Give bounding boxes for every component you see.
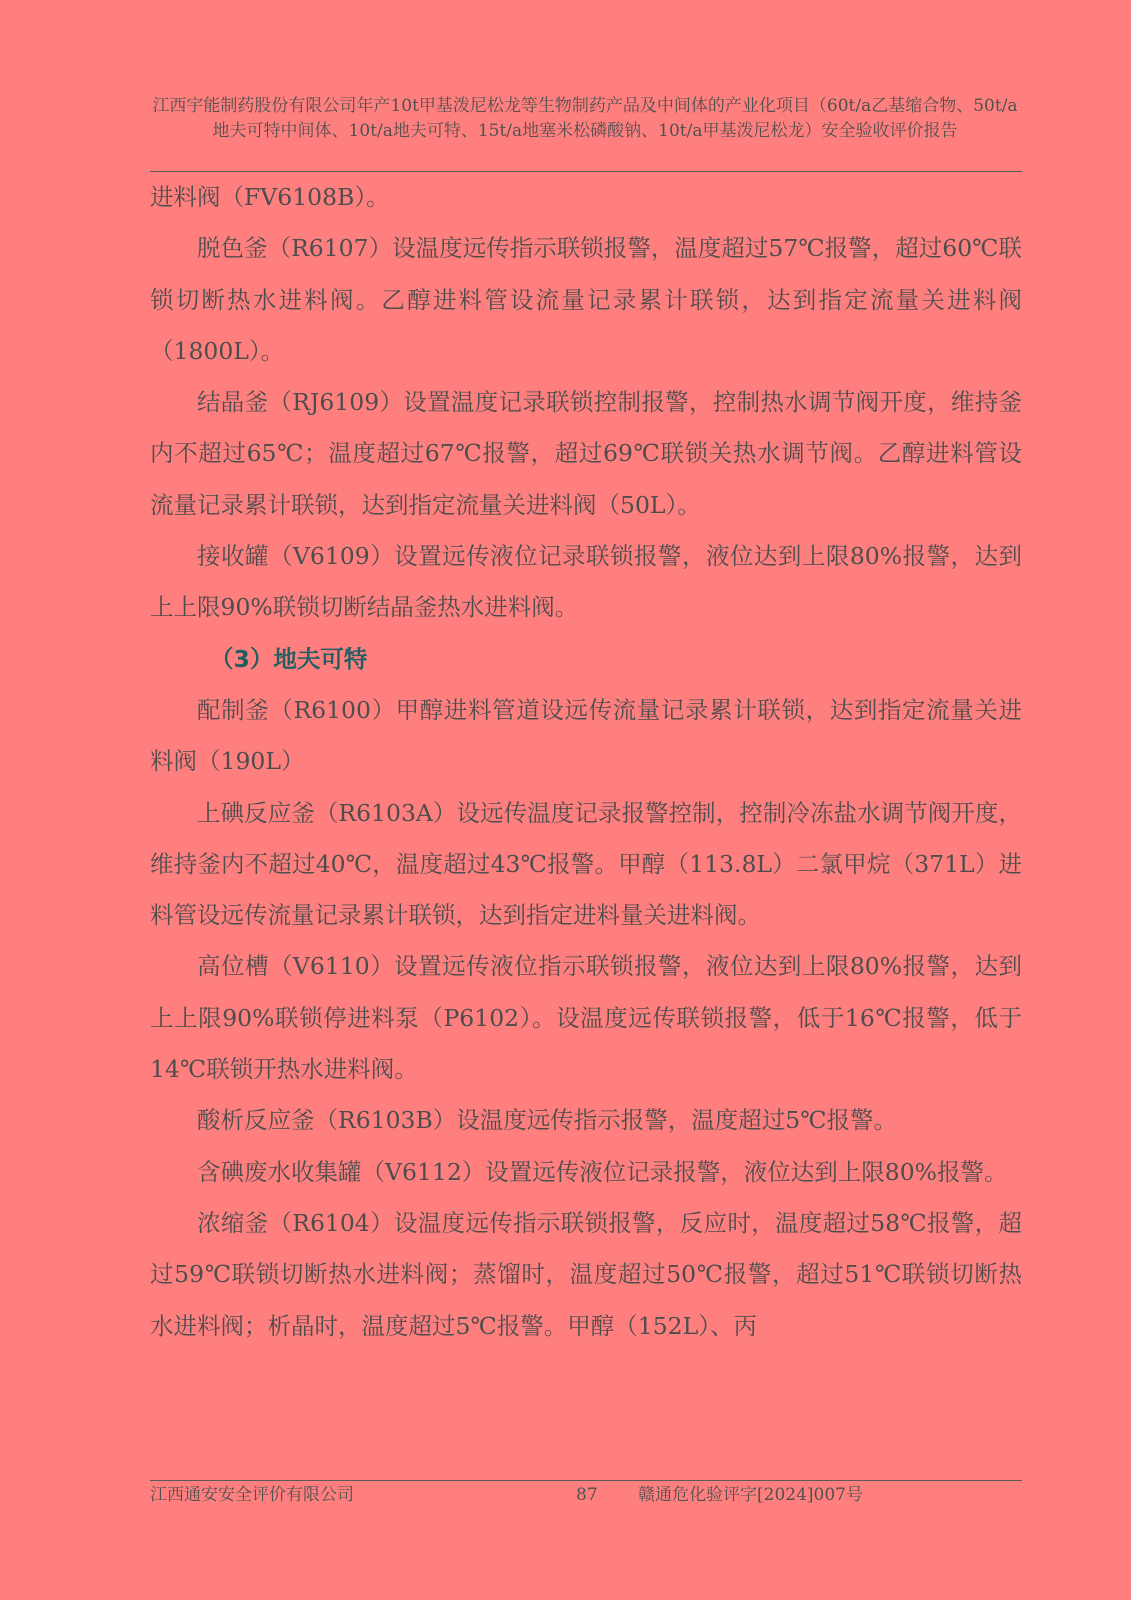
paragraph-receiving-tank: 接收罐（V6109）设置远传液位记录联锁报警，液位达到上限80%报警，达到上上限90%联锁切断结晶釜热水进料阀。 xyxy=(150,542,1022,622)
document-number: 赣通危化验评字[2024]007号 xyxy=(638,1485,863,1505)
footer-company: 江西通安安全评价有限公司 xyxy=(150,1485,354,1505)
page-header xyxy=(150,94,1020,144)
footer-divider xyxy=(150,1480,1022,1481)
page-number: 87 xyxy=(576,1485,598,1505)
paragraph-decolor-kettle: 脱色釜（R6107）设温度远传指示联锁报警，温度超过57℃报警，超过60℃联锁切断热水进料阀。乙醇进料管设流量记录累计联锁，达到指定流量关进料阀（1800L）。 xyxy=(150,234,1022,365)
paragraph-preparation-kettle: 配制釜（R6100）甲醇进料管道设远传流量记录累计联锁，达到指定流量关进料阀（190L） xyxy=(150,695,1022,776)
body-text xyxy=(150,172,1022,1352)
paragraph-continuation: 进料阀（FV6108B）。 xyxy=(150,183,390,211)
paragraph-acid-kettle: 酸析反应釜（R6103B）设温度远传指示报警，温度超过5℃报警。 xyxy=(197,1106,898,1135)
paragraph-iodination-kettle: 上碘反应釜（R6103A）设远传温度记录报警控制，控制冷冻盐水调节阀开度，维持釜内不超过40℃，温度超过43℃报警。甲醇（113.8L）二氯甲烷（371L）进料管设远传流量记录累计联锁，达到指定进料量关进料阀。 xyxy=(150,798,1022,930)
paragraph-concentration-kettle: 浓缩釜（R6104）设温度远传指示联锁报警，反应时，温度超过58℃报警，超过59℃联锁切断热水进料阀；蒸馏时，温度超过50℃报警，超过51℃联锁切断热水进料阀；析晶时，温度超过5℃报警。甲醇（152L）、丙 xyxy=(150,1208,1022,1340)
header-title: 江西宇能制药股份有限公司年产10t甲基泼尼松龙等生物制药产品及中间体的产业化项目（60t/a乙基缩合物、50t/a地夫可特中间体、10t/a地夫可特、15t/a地塞米松磷酸钠、10t/a甲基泼尼松龙）安全验收评价报告 xyxy=(152,96,1018,141)
paragraph-crystallization-kettle: 结晶釜（RJ6109）设置温度记录联锁控制报警，控制热水调节阀开度，维持釜内不超过65℃；温度超过67℃报警，超过69℃联锁关热水调节阀。乙醇进料管设流量记录累计联锁，达到指定流量关进料阀（50L）。 xyxy=(150,388,1022,519)
section-heading: （3）地夫可特 xyxy=(210,644,368,673)
paragraph-head-tank: 高位槽（V6110）设置远传液位指示联锁报警，液位达到上限80%报警，达到上上限90%联锁停进料泵（P6102）。设温度远传联锁报警，低于16℃报警，低于14℃联锁开热水进料阀。 xyxy=(150,952,1022,1084)
paragraph-wastewater-tank: 含碘废水收集罐（V6112）设置远传液位记录报警，液位达到上限80%报警。 xyxy=(197,1157,1008,1186)
page-footer xyxy=(150,1482,1022,1508)
